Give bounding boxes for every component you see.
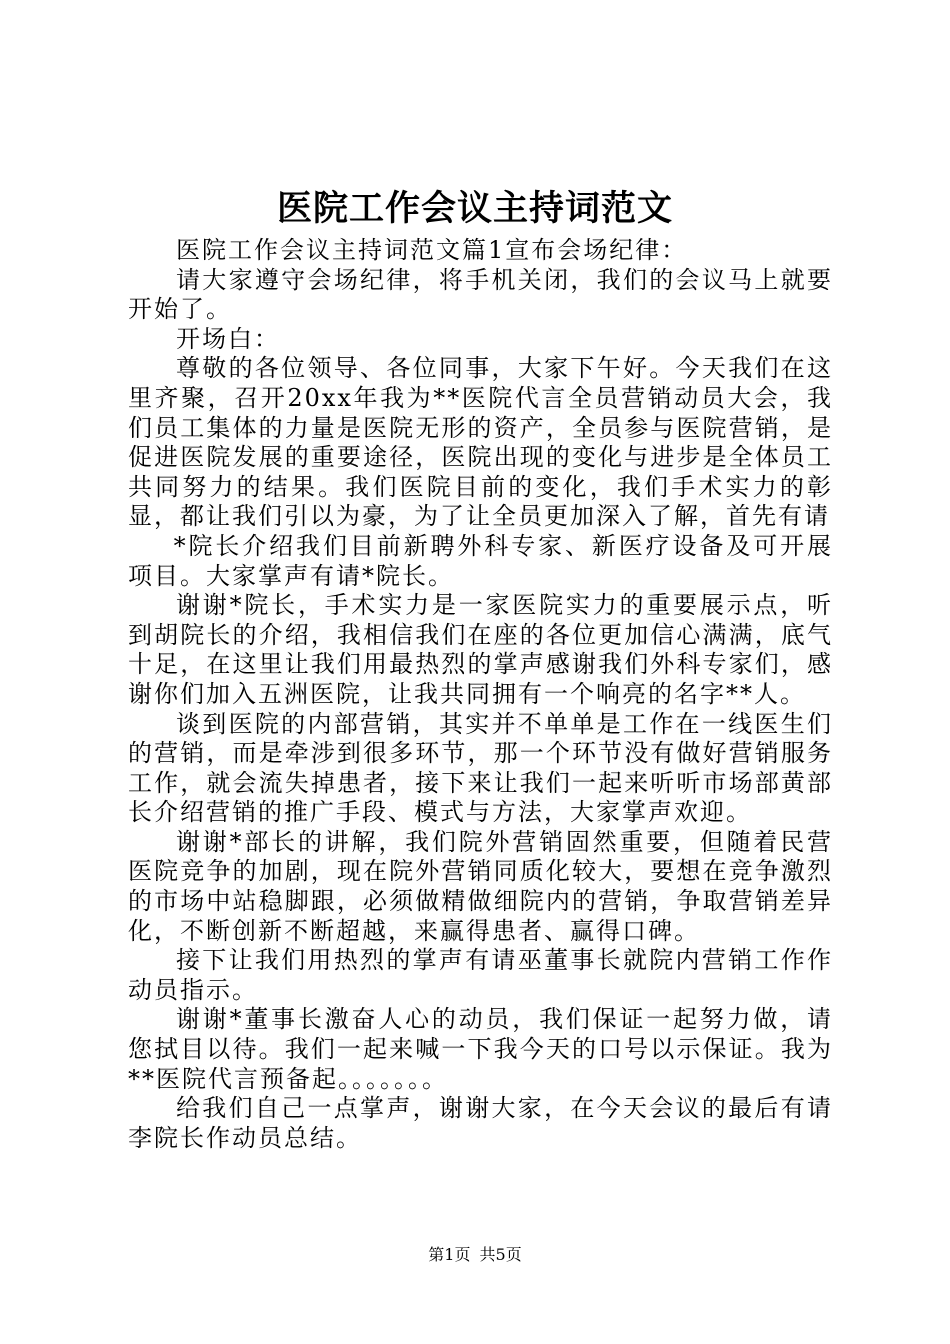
paragraph: 尊敬的各位领导、各位同事，大家下午好。今天我们在这里齐聚，召开20xx年我为**医院代言全员营销动员大会，我们员工集体的力量是医院无形的资产，全员参与医院营销，是促进医院发展的重要途径，医院出现的变化与进步是全体员工共同努力的结果。我们医院目前的变化，我们手术实力的彰显，都让我们引以为豪，为了让全员更加深入了解，首先有请: [128, 354, 833, 531]
document-title: 医院工作会议主持词范文: [276, 188, 673, 229]
paragraph: 开场白：: [176, 324, 280, 353]
paragraph: 医院工作会议主持词范文篇1宣布会场纪律：: [176, 236, 688, 264]
paragraph: *院长介绍我们目前新聘外科专家、新医疗设备及可开展项目。大家掌声有请*院长。: [128, 531, 833, 590]
paragraph: 给我们自己一点掌声，谢谢大家，在今天会议的最后有请李院长作动员总结。: [128, 1094, 833, 1152]
page-total: 共5页: [479, 1245, 522, 1264]
paragraph: 谢谢*董事长激奋人心的动员，我们保证一起努力做，请您拭目以待。我们一起来喊一下我今天的口号以示保证。我为**医院代言预备起。。。。。。。: [128, 1005, 833, 1093]
paragraph: 接下让我们用热烈的掌声有请巫董事长就院内营销工作作动员指示。: [128, 946, 833, 1004]
document-body: [128, 236, 833, 1153]
paragraph: 谢谢*院长，手术实力是一家医院实力的重要展示点，听到胡院长的介绍，我相信我们在座的各位更加信心满满，底气十足，在这里让我们用最热烈的掌声感谢我们外科专家们，感谢你们加入五洲医院，让我共同拥有一个响亮的名字**人。: [128, 591, 833, 708]
paragraph: 谈到医院的内部营销，其实并不单单是工作在一线医生们的营销，而是牵涉到很多环节，那一个环节没有做好营销服务工作，就会流失掉患者，接下来让我们一起来听听市场部黄部长介绍营销的推广手段、模式与方法，大家掌声欢迎。: [128, 709, 833, 827]
paragraph: 谢谢*部长的讲解，我们院外营销固然重要，但随着民营医院竞争的加剧，现在院外营销同质化较大，要想在竞争激烈的市场中站稳脚跟，必须做精做细院内的营销，争取营销差异化，不断创新不断超越，来赢得患者、赢得口碑。: [128, 827, 833, 945]
page-footer: [0, 1244, 950, 1266]
page-number: 第1页: [428, 1245, 471, 1264]
paragraph: 请大家遵守会场纪律，将手机关闭，我们的会议马上就要开始了。: [128, 265, 833, 324]
